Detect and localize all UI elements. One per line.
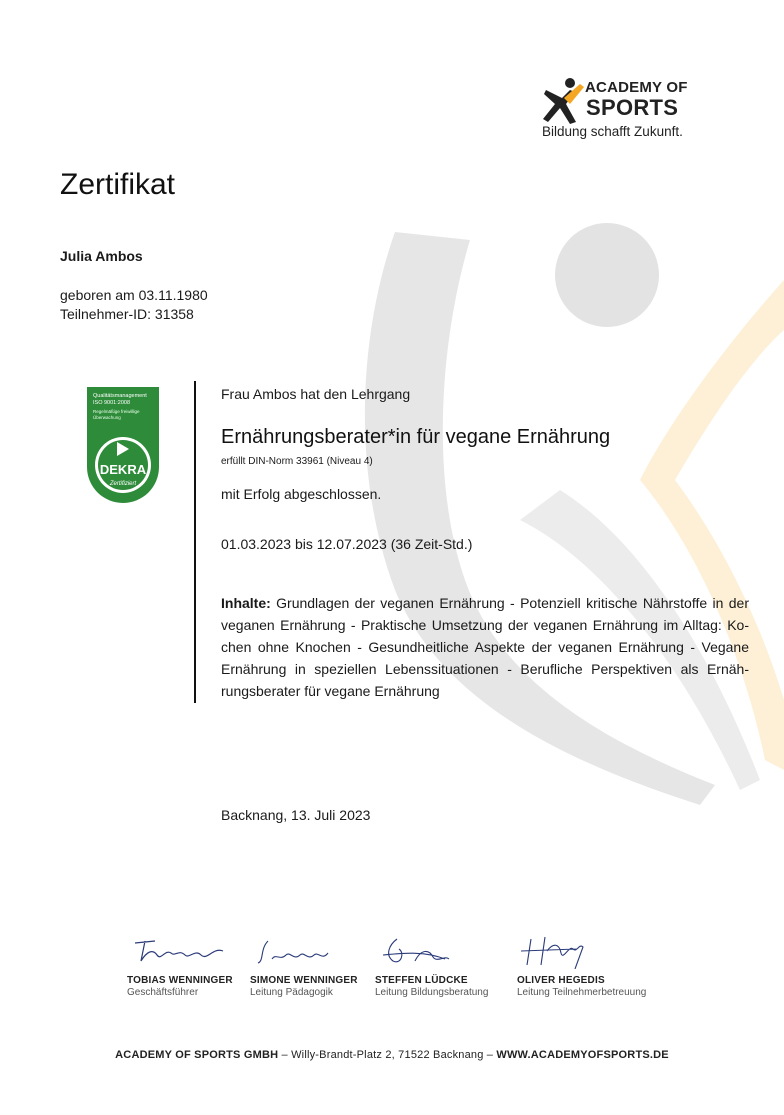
- course-dates: 01.03.2023 bis 12.07.2023 (36 Zeit-Std.): [221, 536, 473, 552]
- footer: [0, 1049, 784, 1061]
- course-norm: erfüllt DIN-Norm 33961 (Niveau 4): [221, 456, 373, 467]
- contents-text: Grundlagen der veganen Ernährung - Potenziell kritische Nährstoffe in der veganen Ernährung - Praktische Umsetzung der veganen Ernährung im Alltag: Kochen ohne Knochen - Gesundheitliche Aspekte der veganen Ernährung - Vegane Ernährung in speziellen Lebenssituationen - Berufliche Perspektiven als Ernährungsberater für vegane Ernährung: [221, 595, 749, 699]
- signatory-role: Leitung Bildungsberatung: [375, 987, 489, 998]
- seal-sub-text: Regelmäßige freiwillige Überwachung: [93, 409, 140, 420]
- signatory-role: Leitung Teilnehmerbetreuung: [517, 987, 647, 998]
- course-contents: [221, 592, 749, 702]
- participant-name: Julia Ambos: [60, 248, 143, 264]
- signature-tobias: [127, 935, 227, 969]
- course-intro: Frau Ambos hat den Lehrgang: [221, 386, 411, 402]
- seal-bottom-text: Zertifiziert: [109, 481, 137, 487]
- signature-steffen: [375, 935, 465, 969]
- footer-address: – Willy-Brandt-Platz 2, 71522 Backnang –: [278, 1049, 497, 1061]
- place-date: Backnang, 13. Juli 2023: [221, 807, 371, 823]
- dekra-seal: [87, 387, 159, 503]
- certificate-title: Zertifikat: [60, 168, 176, 201]
- signature-block: [375, 935, 488, 998]
- logo-tagline: Bildung schafft Zukunft.: [542, 124, 683, 139]
- signature-block: [250, 935, 358, 998]
- signatory-role: Geschäftsführer: [127, 987, 199, 998]
- seal-top-text: Qualitätsmanagement ISO 9001:2008: [93, 393, 147, 406]
- signatory-name: TOBIAS WENNINGER: [127, 975, 233, 986]
- logo-line-1: ACADEMY OF: [585, 79, 688, 96]
- footer-website[interactable]: WWW.ACADEMYOFSPORTS.DE: [496, 1049, 669, 1061]
- signatory-role: Leitung Pädagogik: [250, 987, 333, 998]
- signatory-name: OLIVER HEGEDIS: [517, 975, 605, 986]
- divider-line: [194, 381, 196, 703]
- signature-simone: [250, 935, 340, 969]
- seal-brand: DEKRA: [99, 462, 147, 477]
- birth-date: geboren am 03.11.1980: [60, 287, 208, 303]
- signature-block: [127, 935, 233, 998]
- participant-id: Teilnehmer-ID: 31358: [60, 306, 194, 322]
- course-completion: mit Erfolg abgeschlossen.: [221, 486, 382, 502]
- athlete-logo-icon: [540, 76, 588, 126]
- course-name: Ernährungsberater*in für vegane Ernährung: [221, 426, 611, 448]
- signature-oliver: [517, 935, 607, 969]
- signatory-name: SIMONE WENNINGER: [250, 975, 358, 986]
- contents-label: Inhalte:: [221, 595, 271, 611]
- signature-block: [517, 935, 646, 998]
- footer-company: ACADEMY OF SPORTS GMBH: [115, 1049, 279, 1061]
- signatory-name: STEFFEN LÜDCKE: [375, 975, 468, 986]
- academy-logo: [540, 76, 700, 146]
- logo-line-2: SPORTS: [586, 95, 679, 120]
